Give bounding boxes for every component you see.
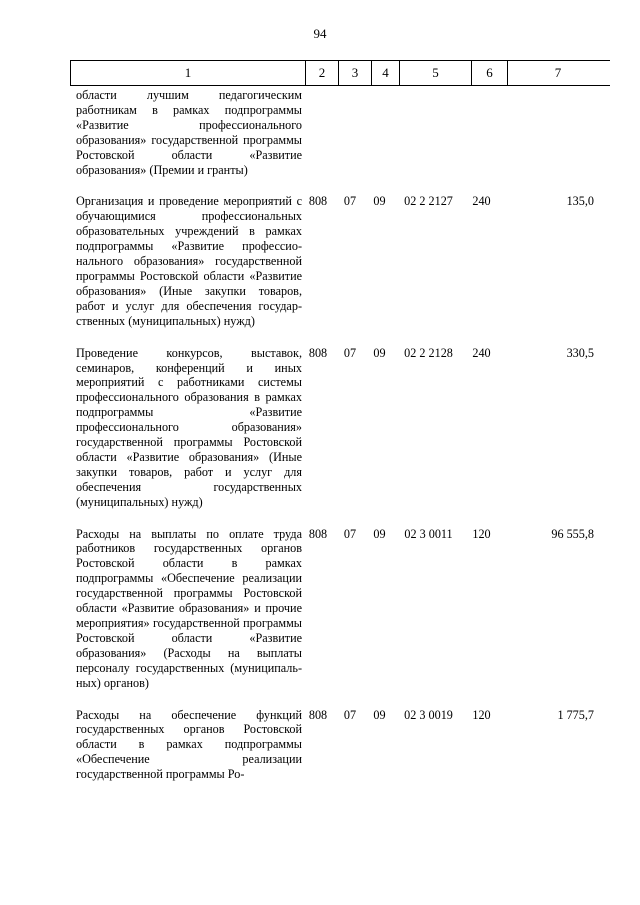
row-admin-code: 808 (308, 526, 328, 541)
table-row (70, 194, 610, 328)
header-col-3: 3 (339, 61, 372, 85)
row-target-code: 02 2 2128 (404, 345, 453, 360)
row-target-code: 02 3 0019 (404, 707, 453, 722)
header-col-7: 7 (554, 65, 562, 80)
row-admin-code: 808 (308, 194, 328, 209)
table-row (70, 708, 610, 783)
row-section-code: 07 (343, 345, 357, 360)
row-description: Проведение конкурсов, выставок, семинаров, конференций и иных мероприятий с работниками системы профессионального образования в рамках подпрограммы «Развитие профессионального образования» государственной программы Ростовской области «Развитие образования» (Иные закупки товаров, работ и услуг для обеспечения государственных (муниципальных) нужд) (76, 345, 302, 509)
header-col-2: 2 (306, 61, 339, 85)
row-description: Организация и проведение мероприятий с обучающимися профессиональных образовательных учреждений в рамках подпрограммы «Развитие профессионального образования» государственной программы Ростовской области «Развитие образования» (Иные закупки товаров, работ и услуг для обеспечения государственных (муниципальных) нужд) (76, 194, 302, 328)
header-col-1: 1 (70, 61, 306, 85)
row-admin-code: 808 (308, 707, 328, 722)
row-subsection-code: 09 (373, 345, 386, 360)
header-col-6: 6 (472, 61, 508, 85)
row-amount: 1 775,7 (557, 707, 594, 722)
header-col-4: 4 (372, 61, 400, 85)
row-expense-type: 120 (472, 526, 491, 541)
row-section-code: 07 (343, 707, 357, 722)
row-expense-type: 240 (472, 345, 491, 360)
row-subsection-code: 09 (373, 526, 386, 541)
row-amount: 135,0 (566, 194, 594, 209)
row-admin-code: 808 (308, 345, 328, 360)
row-expense-type: 240 (472, 194, 491, 209)
table-row (70, 527, 610, 691)
budget-table (70, 60, 610, 782)
header-col-5: 5 (400, 61, 472, 85)
row-description: Расходы на обеспечение функций государственных органов Ростовской области в рамках подпрограммы «Обеспечение реализации государственной программы Ро- (76, 707, 302, 782)
row-amount: 330,5 (566, 345, 594, 360)
row-description: Расходы на выплаты по оплате труда работников государственных органов Ростовской области в рамках подпрограммы «Обеспечение реализации государственной программы Ростовской области «Развитие образования» и прочие мероприятия» государственной программы Ростовской области «Развитие образования» (Расходы на выплаты персоналу государственных (муниципальных) органов) (76, 526, 302, 690)
table-row (70, 88, 610, 177)
row-description: области лучшим педагогическим работникам в рамках подпрограммы «Развитие профессионального образования» государственной программы Ростовской области «Развитие образования» (Премии и гранты) (76, 88, 302, 177)
table-row (70, 346, 610, 510)
row-expense-type: 120 (472, 707, 491, 722)
row-section-code: 07 (343, 526, 357, 541)
row-subsection-code: 09 (373, 194, 386, 209)
row-section-code: 07 (343, 194, 357, 209)
row-target-code: 02 2 2127 (404, 194, 453, 209)
table-header (70, 60, 610, 86)
row-target-code: 02 3 0011 (404, 526, 453, 541)
row-subsection-code: 09 (373, 707, 386, 722)
page-number: 94 (313, 26, 327, 41)
row-amount: 96 555,8 (551, 526, 594, 541)
